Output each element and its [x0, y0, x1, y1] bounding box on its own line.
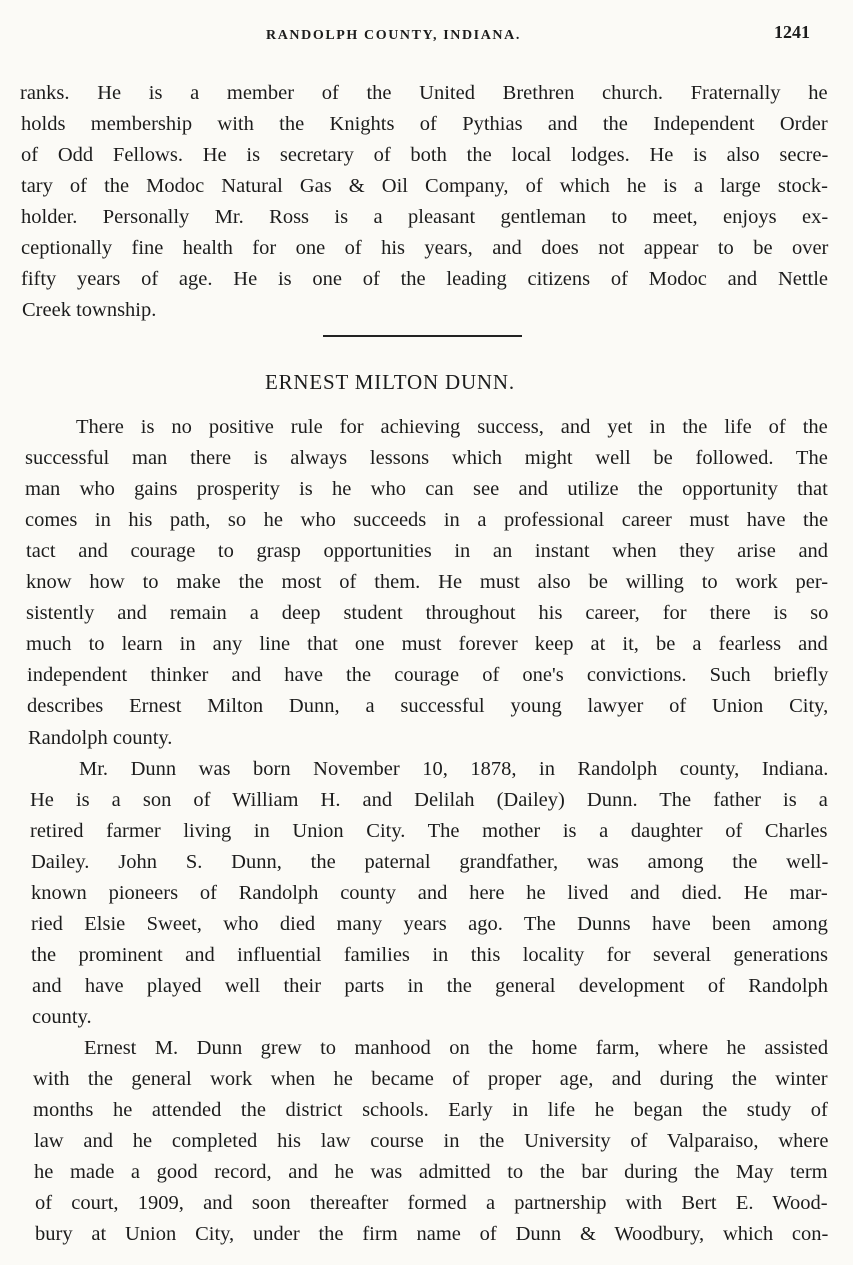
- text-line: successful man there is always lessons which might well be followed. The: [25, 447, 828, 469]
- text-line: known pioneers of Randolph county and here he lived and died. He mar-: [31, 882, 828, 904]
- text-line: ried Elsie Sweet, who died many years ago. The Dunns have been among: [31, 913, 828, 935]
- section-title: ERNEST MILTON DUNN.: [265, 370, 515, 394]
- page-number: 1241: [774, 22, 810, 42]
- text-line: There is no positive rule for achieving success, and yet in the life of the: [76, 416, 828, 438]
- text-line: describes Ernest Milton Dunn, a successful young lawyer of Union City,: [27, 695, 829, 717]
- text-line: ranks. He is a member of the United Brethren church. Fraternally he: [20, 82, 828, 104]
- text-line: fifty years of age. He is one of the leading citizens of Modoc and Nettle: [21, 268, 829, 290]
- text-line: retired farmer living in Union City. The mother is a daughter of Charles: [30, 820, 828, 842]
- text-line: ceptionally fine health for one of his years, and does not appear to be over: [21, 237, 829, 259]
- text-line: Mr. Dunn was born November 10, 1878, in Randolph county, Indiana.: [79, 758, 829, 780]
- text-line: tact and courage to grasp opportunities in an instant when they arise and: [26, 540, 829, 562]
- text-line: months he attended the district schools. Early in life he began the study of: [33, 1099, 828, 1121]
- running-head: RANDOLPH COUNTY, INDIANA.: [266, 28, 521, 43]
- text-line: Creek township.: [22, 299, 157, 321]
- text-line: county.: [32, 1006, 92, 1028]
- text-line: holds membership with the Knights of Pythias and the Independent Order: [21, 113, 828, 135]
- section-divider: [323, 335, 522, 337]
- text-line: know how to make the most of them. He must also be willing to work per-: [26, 571, 829, 593]
- text-line: man who gains prosperity is he who can see and utilize the opportunity that: [25, 478, 828, 500]
- text-line: bury at Union City, under the firm name of Dunn & Woodbury, which con-: [35, 1223, 829, 1245]
- text-line: independent thinker and have the courage of one's convictions. Such briefly: [27, 664, 829, 686]
- text-line: tary of the Modoc Natural Gas & Oil Company, of which he is a large stock-: [21, 175, 828, 197]
- text-line: holder. Personally Mr. Ross is a pleasant gentleman to meet, enjoys ex-: [21, 206, 829, 228]
- text-line: Randolph county.: [28, 727, 173, 749]
- text-line: law and he completed his law course in the University of Valparaiso, where: [34, 1130, 829, 1152]
- text-line: much to learn in any line that one must forever keep at it, be a fearless and: [26, 633, 828, 655]
- text-line: of Odd Fellows. He is secretary of both the local lodges. He is also secre-: [21, 144, 829, 166]
- text-line: with the general work when he became of proper age, and during the winter: [33, 1068, 828, 1090]
- text-line: the prominent and influential families in this locality for several generations: [31, 944, 828, 966]
- text-line: of court, 1909, and soon thereafter formed a partnership with Bert E. Wood-: [35, 1192, 828, 1214]
- text-line: He is a son of William H. and Delilah (Dailey) Dunn. The father is a: [30, 789, 828, 811]
- text-line: sistently and remain a deep student throughout his career, for there is so: [26, 602, 829, 624]
- text-line: comes in his path, so he who succeeds in a professional career must have the: [25, 509, 829, 531]
- text-line: and have played well their parts in the general development of Randolph: [32, 975, 829, 997]
- text-line: he made a good record, and he was admitted to the bar during the May term: [34, 1161, 828, 1183]
- text-line: Ernest M. Dunn grew to manhood on the home farm, where he assisted: [84, 1037, 829, 1059]
- text-line: Dailey. John S. Dunn, the paternal grandfather, was among the well-: [31, 851, 829, 873]
